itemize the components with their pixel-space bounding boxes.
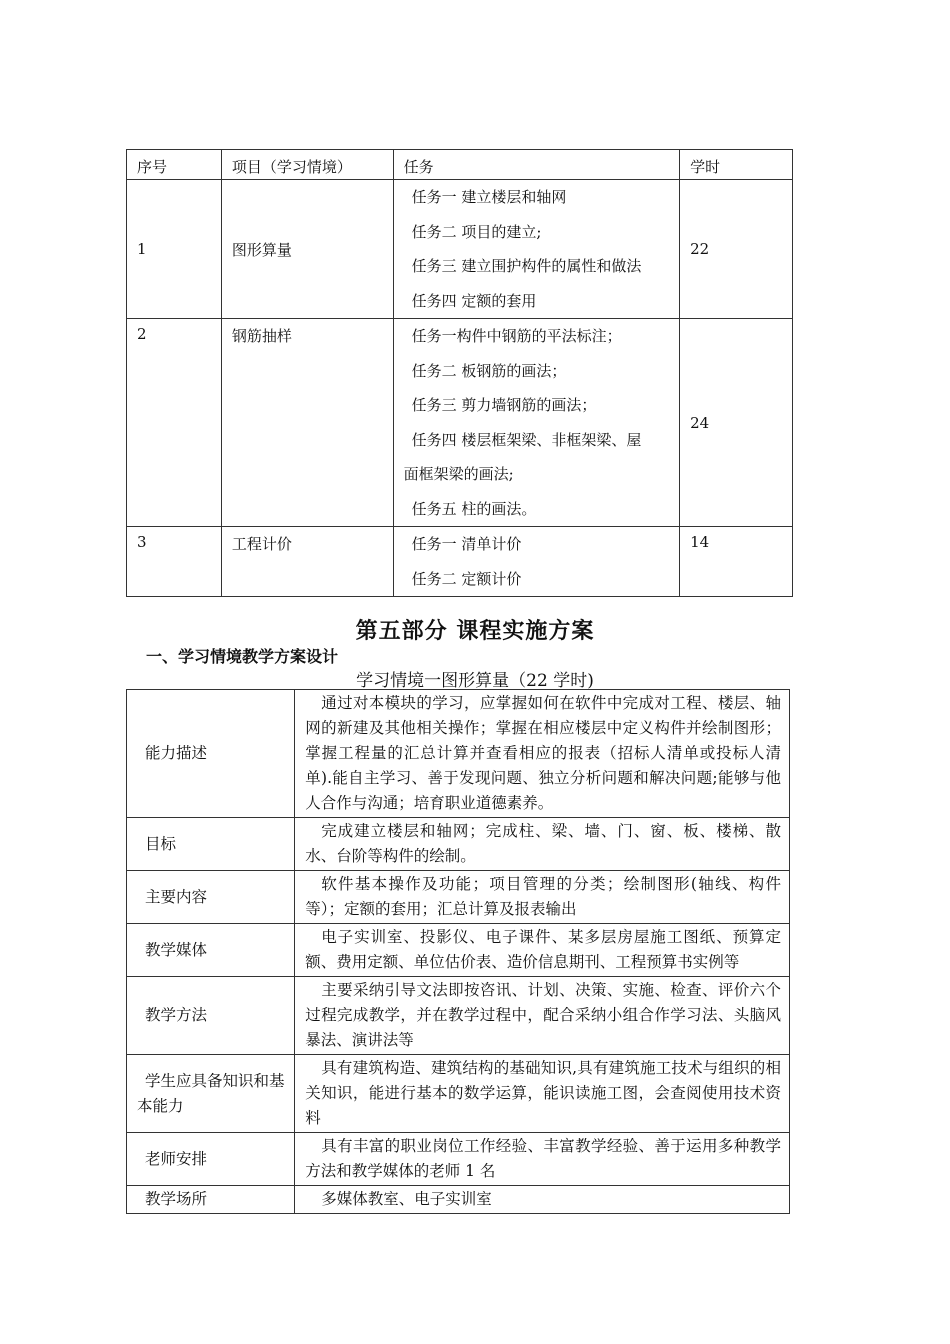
task-item: 任务四 楼层框架梁、非框架梁、屋	[411, 430, 642, 449]
row-content: 主要采纳引导文法即按咨讯、计划、决策、实施、检查、评价六个过程完成教学，并在教学过程中，配合采纳小组合作学习法、头脑风暴法、演讲法等	[295, 977, 790, 1055]
row-label: 教学方法	[127, 977, 295, 1055]
task-item: 任务一 清单计价	[411, 535, 522, 553]
task-item: 任务四 定额的套用	[411, 291, 537, 310]
task-item: 任务三 剪力墙钢筋的画法；	[411, 396, 597, 414]
row-hours: 14	[680, 527, 793, 597]
table-row	[127, 818, 790, 871]
row-number: 3	[127, 527, 222, 597]
row-tasks	[393, 527, 680, 597]
table-row	[127, 1186, 790, 1214]
row-project: 图形算量	[221, 180, 393, 319]
row-tasks	[393, 180, 680, 319]
task-item: 任务二 定额计价	[411, 569, 522, 588]
row-label: 目标	[127, 818, 295, 871]
row-label: 老师安排	[127, 1133, 295, 1186]
table-row	[127, 924, 790, 977]
task-item: 任务五 柱的画法。	[411, 499, 537, 518]
task-item: 任务一构件中钢筋的平法标注；	[411, 327, 622, 345]
row-number: 2	[127, 319, 222, 527]
table-row	[127, 977, 790, 1055]
row-project: 工程计价	[221, 527, 393, 597]
task-item: 面框架梁的画法;	[403, 465, 514, 483]
row-content: 完成建立楼层和轴网；完成柱、梁、墙、门、窗、板、楼梯、散水、台阶等构件的绘制。	[295, 818, 790, 871]
row-tasks	[393, 319, 680, 527]
task-item: 任务三 建立围护构件的属性和做法	[411, 257, 642, 275]
row-content: 多媒体教室、电子实训室	[295, 1186, 790, 1214]
header-cell: 学时	[680, 150, 793, 180]
row-hours: 22	[680, 180, 793, 319]
row-label: 主要内容	[127, 871, 295, 924]
table-row	[127, 1133, 790, 1186]
header-cell: 序号	[127, 150, 222, 180]
table-row	[127, 319, 793, 527]
row-content: 具有建筑构造、建筑结构的基础知识,具有建筑施工技术与组织的相关知识，能进行基本的数学运算，能识读施工图，会查阅使用技术资料	[295, 1055, 790, 1133]
course-schedule-table	[126, 149, 793, 597]
table-row	[127, 180, 793, 319]
table-row	[127, 1055, 790, 1133]
row-number: 1	[127, 180, 222, 319]
task-item: 任务一 建立楼层和轴网	[411, 188, 567, 206]
table-caption: 学习情境一图形算量（22 学时)	[356, 671, 594, 691]
situation-design-table	[126, 689, 790, 1214]
row-label: 教学媒体	[127, 924, 295, 977]
row-label: 学生应具备知识和基本能力	[127, 1055, 295, 1133]
table-row	[127, 527, 793, 597]
row-project: 钢筋抽样	[221, 319, 393, 527]
row-hours: 24	[680, 319, 793, 527]
row-label: 能力描述	[127, 690, 295, 818]
row-content: 电子实训室、投影仪、电子课件、某多层房屋施工图纸、预算定额、费用定额、单位估价表、造价信息期刊、工程预算书实例等	[295, 924, 790, 977]
header-cell: 项目（学习情境）	[221, 150, 393, 180]
row-content: 通过对本模块的学习，应掌握如何在软件中完成对工程、楼层、轴网的新建及其他相关操作；掌握在相应楼层中定义构件并绘制图形；掌握工程量的汇总计算并查看相应的报表（招标人清单或投标人清单).能自主学习、善于发现问题、独立分析问题和解决问题;能够与他人合作与沟通；培育职业道德素养。	[295, 690, 790, 818]
part-title: 第五部分 课程实施方案	[355, 618, 595, 644]
table-header-row	[127, 150, 793, 180]
row-label: 教学场所	[127, 1186, 295, 1214]
table-row	[127, 871, 790, 924]
section-heading: 一、学习情境教学方案设计	[146, 647, 339, 666]
task-item: 任务二 项目的建立;	[411, 222, 542, 241]
header-cell: 任务	[393, 150, 680, 180]
table-row	[127, 690, 790, 818]
row-content: 具有丰富的职业岗位工作经验、丰富教学经验、善于运用多种教学方法和教学媒体的老师 1 名	[295, 1133, 790, 1186]
row-content: 软件基本操作及功能；项目管理的分类；绘制图形(轴线、构件等）；定额的套用；汇总计算及报表输出	[295, 871, 790, 924]
task-item: 任务二 板钢筋的画法；	[411, 361, 567, 380]
